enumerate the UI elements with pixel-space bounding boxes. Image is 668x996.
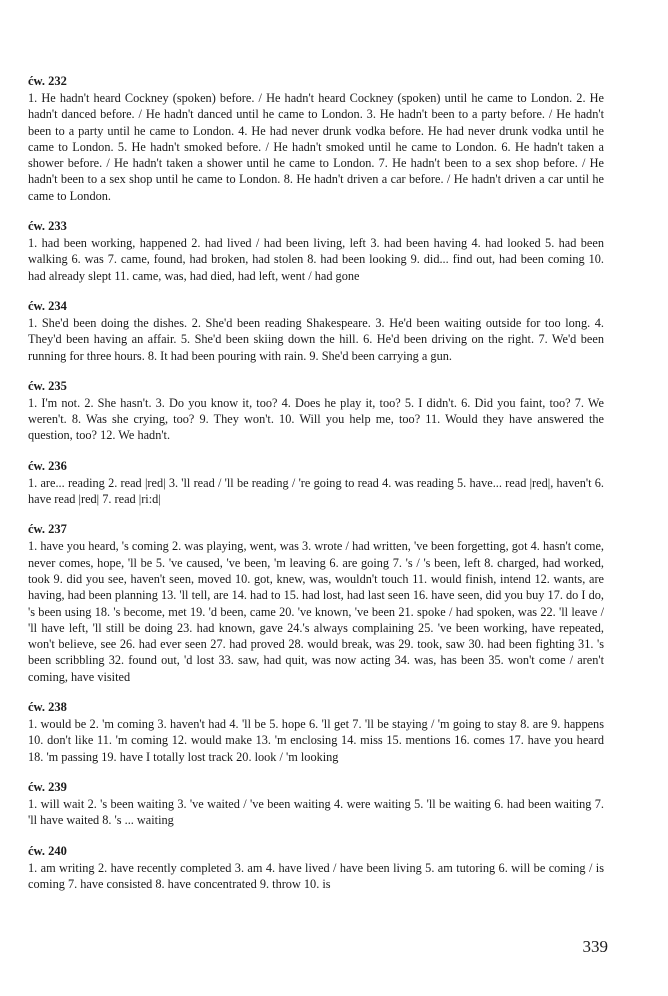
exercise-232 <box>28 73 604 204</box>
page-number: 339 <box>582 937 608 956</box>
answer-key-page <box>28 73 604 906</box>
exercise-answers: 1. have you heard, 's coming 2. was playing, went, was 3. wrote / had written, 've been forgetting, got 4. hasn't come, never comes, hope, 'll be 5. 've caused, 've been, 'm leaving 6. are going 7. 's / 's been, left 8. charged, had worked, took 9. did you see, haven't seen, moved 10. got, knew, was, wouldn't touch 11. would finish, intend 12. wants, are having, had been planning 13. 'll tell, are 14. had to 15. had lost, had last seen 16. have seen, did you buy 17. do I do, 's been using 18. 's become, met 19. 'd been, came 20. 've known, 've been 21. spoke / had spoken, was 22. 'll leave / 'll have left, 'll still be doing 23. had known, gave 24.'s always complaining 25. 've been working, have repeated, won't believe, see 26. had ever seen 27. had proved 28. would break, was 29. took, saw 30. had been fighting 31. 's been scribbling 32. found out, 'd lost 33. saw, had quit, was now acting 34. was, has been 35. won't come / aren't coming, have visited <box>28 539 604 684</box>
exercise-answers: 1. had been working, happened 2. had lived / had been living, left 3. had been having 4. had looked 5. had been walking 6. was 7. came, found, had broken, had stolen 8. had been looking 9. did... find out, had been coming 10. had already slept 11. came, was, had died, had left, went / had gone <box>28 236 604 283</box>
exercise-235 <box>28 378 604 444</box>
exercise-236 <box>28 458 604 508</box>
exercise-238 <box>28 699 604 765</box>
exercise-answers: 1. would be 2. 'm coming 3. haven't had 4. 'll be 5. hope 6. 'll get 7. 'll be staying / 'm going to stay 8. are 9. happens 10. don't like 11. 'm coming 12. would make 13. 'm enclosing 14. miss 15. mentions 16. comes 17. have you heard 18. 'm passing 19. have I totally lost track 20. look / 'm looking <box>28 717 604 764</box>
exercise-answers: 1. will wait 2. 's been waiting 3. 've waited / 've been waiting 4. were waiting 5. 'll be waiting 6. had been waiting 7. 'll have waited 8. 's ... waiting <box>28 796 604 828</box>
exercise-answers: 1. He hadn't heard Cockney (spoken) before. / He hadn't heard Cockney (spoken) until he came to London. 2. He hadn't danced before. / He hadn't danced until he came to London. 3. He hadn't been to a party before. / He hadn't been to a party until he came to London. 4. He had never drunk vodka before. He had never drunk vodka until he came to London. 5. He hadn't smoked before. / He hadn't smoked until he came to London. 6. He hadn't taken a shower before. / He hadn't taken a shower until he came to London. 7. He hadn't been to a sex shop before. / He hadn't been to a sex shop until he came to London. 8. He hadn't driven a car before. / He hadn't driven a car until he came to London. <box>28 91 604 203</box>
exercise-answers: 1. are... reading 2. read |red| 3. 'll read / 'll be reading / 're going to read 4. was reading 5. have... read |red|, haven't 6. have read |red| 7. read |ri:d| <box>28 475 604 507</box>
exercise-answers: 1. She'd been doing the dishes. 2. She'd been reading Shakespeare. 3. He'd been waiting outside for too long. 4. They'd been having an affair. 5. She'd been skiing down the hill. 6. He'd been driving on the right. 7. We'd been running for three hours. 8. It had been pouring with rain. 9. She'd been carrying a gun. <box>28 315 604 363</box>
exercise-234 <box>28 298 604 364</box>
exercise-239 <box>28 779 604 829</box>
exercise-heading: ćw. 235 <box>28 378 67 393</box>
exercise-answers: 1. I'm not. 2. She hasn't. 3. Do you know it, too? 4. Does he play it, too? 5. I didn't. 6. Did you faint, too? 7. We weren't. 8. Was she crying, too? 9. They won't. 10. Will you help me, too? 11. Would they have answered the question, too? 12. We hadn't. <box>28 395 604 443</box>
exercise-233 <box>28 218 604 284</box>
exercise-heading: ćw. 239 <box>28 779 67 794</box>
exercise-237 <box>28 521 604 685</box>
exercise-heading: ćw. 232 <box>28 74 67 88</box>
exercise-heading: ćw. 236 <box>28 458 67 473</box>
exercise-answers: 1. am writing 2. have recently completed 3. am 4. have lived / have been living 5. am tutoring 6. will be coming / is coming 7. have consisted 8. have concentrated 9. throw 10. is <box>28 860 604 891</box>
exercise-heading: ćw. 238 <box>28 700 67 715</box>
exercise-240 <box>28 843 604 893</box>
exercise-heading: ćw. 240 <box>28 843 67 858</box>
exercise-heading: ćw. 234 <box>28 298 67 313</box>
exercise-heading: ćw. 237 <box>28 522 67 537</box>
exercise-heading: ćw. 233 <box>28 219 67 234</box>
